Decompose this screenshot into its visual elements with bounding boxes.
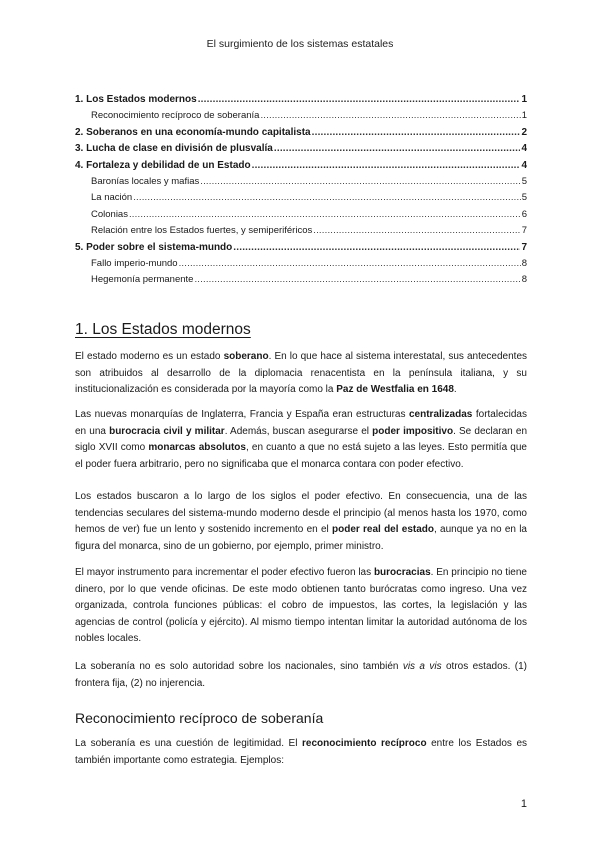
toc-leader [312,125,521,141]
toc-leader [313,223,520,239]
bold-term: Paz de Westfalia en 1648 [336,384,454,396]
toc-entry[interactable] [75,92,527,108]
italic-term: vis a vis [402,661,442,672]
toc-leader [260,108,520,124]
toc-entry-text: Hegemonía permanente [91,274,194,286]
text-run: entre los Estados es también importante como estrategia. Ejemplos: [75,738,528,766]
running-header: El surgimiento de los sistemas estatales [206,38,394,50]
text-run: fortalecidas en una [75,409,527,437]
text-run: , en cuanto a que no está sujeto a las leyes. Esto permitía que el poder fuera arbitrario, pero no significaba que el monarca contara con poder efectivo. [75,442,527,470]
toc-entry-text: Colonias [91,208,128,220]
body-paragraph [75,736,527,769]
toc-entry[interactable] [75,256,527,272]
body-paragraph [75,489,527,555]
page-number: 1 [520,798,527,810]
toc-entry-page: 8 [521,274,527,286]
toc-entry[interactable] [75,272,527,288]
table-of-contents [75,92,527,289]
text-run: Los estados buscaron a lo largo de los siglos el poder efectivo. En consecuencia, una de las tendencias seculares del sistema-mundo moderno desde el principio (al menos hasta los 1970, como hemos de ver) fue un lento y sostenido incremento en el [75,491,527,536]
body-paragraph [75,407,527,473]
toc-entry-text: 2. Soberanos en una economía-mundo capitalista [75,126,311,138]
toc-entry[interactable] [75,240,527,256]
toc-entry[interactable] [75,207,527,223]
toc-entry[interactable] [75,108,527,124]
toc-entry-page: 1 [521,94,527,105]
toc-leader [233,240,520,256]
text-run: . [453,384,457,396]
bold-term: reconocimiento recíproco [302,738,427,749]
toc-entry[interactable] [75,223,527,239]
bold-term: burocracia civil y militar [109,425,225,437]
toc-entry-page: 4 [521,159,527,171]
text-run: Las nuevas monarquías de Inglaterra, Francia y España eran estructuras [75,409,409,420]
toc-entry-page: 2 [521,126,527,138]
text-run: La soberanía no es solo autoridad sobre los nacionales, sino también [75,661,403,672]
text-run: . En lo que hace al sistema interestatal, sus antecedentes son atribuidos al desarrollo de la diplomacia renacentista en la península italiana, y su institucionalización es considerada por la mayoría como la [75,351,528,396]
bold-term: monarcas absolutos [148,442,246,454]
bold-term: centralizadas [408,409,473,420]
text-run: . Además, buscan asegurarse el [224,425,373,437]
toc-entry-text: Relación entre los Estados fuertes, y semiperiféricos [91,225,313,237]
toc-entry-text: 3. Lucha de clase en división de plusvalía [75,143,273,155]
toc-entry[interactable] [75,158,527,174]
text-run: , aunque ya no en la figura del monarca, sino de un gobierno, por ejemplo, primer ministro. [75,524,527,552]
toc-leader [133,190,521,206]
text-run: . En principio no tiene dinero, por lo que vende oficinas. De este modo obtienen tanto burócratas como ingreso. Una vez organizada, controla funciones públicas: el cobro de impuestos, las cortes, la legislación y las agencias de control (policía y ejército). Al mismo tiempo intentan limitar la autoridad autónoma de los nobles locales. [75,567,527,645]
body-paragraph [75,659,527,692]
body-paragraph [75,565,527,648]
toc-leader [179,256,521,272]
body-paragraph [75,349,527,399]
toc-entry-page: 8 [521,257,527,269]
toc-leader [200,174,520,190]
toc-entry[interactable] [75,174,527,190]
section-heading: 1. Los Estados modernos [75,321,251,338]
text-run: La soberanía es una cuestión de legitimidad. El [75,738,302,749]
text-run: otros estados. (1) frontera fija, (2) no injerencia. [75,661,528,689]
toc-leader [129,207,521,223]
toc-entry-page: 7 [521,241,527,253]
toc-entry[interactable] [75,190,527,206]
toc-entry-page: 5 [521,175,527,187]
bold-term: burocracias [373,567,431,578]
toc-entry-text: La nación [91,192,133,204]
toc-leader [274,141,521,157]
toc-entry-page: 5 [521,192,527,204]
toc-entry-page: 4 [521,143,527,155]
toc-entry-text: Fallo imperio-mundo [91,257,178,269]
bold-term: poder impositivo [372,425,454,437]
toc-entry-text: 4. Fortaleza y debilidad de un Estado [75,159,251,171]
toc-leader [198,92,521,108]
toc-leader [194,272,520,288]
bold-term: soberano [223,351,269,362]
toc-entry[interactable] [75,141,527,157]
text-run: El estado moderno es un estado [75,351,224,362]
toc-entry[interactable] [75,125,527,141]
toc-entry-page: 6 [521,208,527,220]
toc-entry-page: 1 [521,110,527,122]
toc-leader [252,158,521,174]
toc-entry-text: 1. Los Estados modernos [75,94,197,105]
toc-entry-page: 7 [521,225,527,237]
text-run: . Se declaran en siglo XVII como [75,425,528,454]
toc-entry-text: Reconocimiento recíproco de soberanía [91,110,260,122]
toc-entry-text: Baronías locales y mafias [91,175,200,187]
text-run: El mayor instrumento para incrementar el poder efectivo fueron las [75,567,374,578]
bold-term: poder real del estado [332,524,434,536]
subsection-heading: Reconocimiento recíproco de soberanía [75,710,324,726]
toc-entry-text: 5. Poder sobre el sistema-mundo [75,241,233,253]
